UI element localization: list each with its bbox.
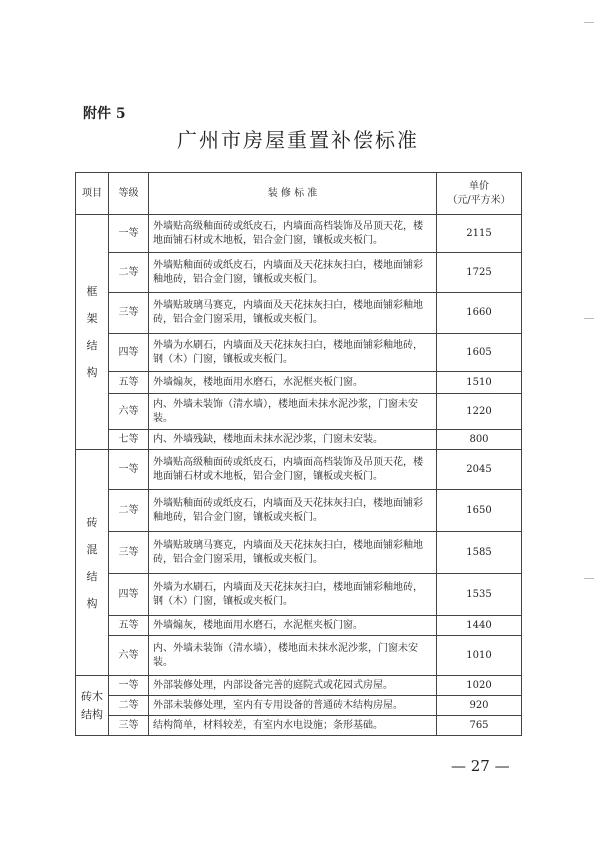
standard-cell: 内、外墙残缺，楼地面未抹水泥沙浆，门窗未安装。 [149, 430, 437, 450]
price-cell: 1660 [437, 293, 522, 334]
price-cell: 2115 [437, 215, 522, 253]
category-char: 砖 [86, 515, 98, 529]
standard-cell: 外墙为水刷石，内墙面及天花抹灰扫白，楼地面铺彩釉地砖，钢（木）门窗，镶板或夹板门。 [149, 574, 437, 616]
price-cell: 920 [437, 696, 522, 716]
standard-cell: 结构简单，材料较差，有室内水电设施；条形基础。 [149, 716, 437, 736]
compensation-table [75, 172, 522, 736]
scan-margin-mark [584, 22, 594, 23]
table-row [76, 574, 522, 616]
standard-cell: 内、外墙未装饰（清水墙），楼地面未抹水泥沙浆，门窗未安装。 [149, 636, 437, 676]
grade-cell: 二等 [109, 696, 149, 716]
table-row [76, 616, 522, 636]
grade-cell: 四等 [109, 334, 149, 372]
grade-cell: 三等 [109, 532, 149, 574]
grade-cell: 六等 [109, 636, 149, 676]
standard-cell: 外墙贴玻璃马赛克，内墙面及天花抹灰扫白，楼地面铺彩釉地砖，铝合金门窗采用，镶板或夹板门。 [149, 532, 437, 574]
price-cell: 1440 [437, 616, 522, 636]
standard-cell: 外墙贴玻璃马赛克，内墙面及天花抹灰扫白，楼地面铺彩釉地砖，铝合金门窗采用，镶板或夹板门。 [149, 293, 437, 334]
standard-cell: 外墙煽灰，楼地面用水磨石，水泥框夹板门窗。 [149, 616, 437, 636]
document-title: 广州市房屋重置补偿标准 [177, 128, 419, 152]
table-row [76, 716, 522, 736]
grade-cell: 七等 [109, 430, 149, 450]
grade-cell: 一等 [109, 450, 149, 490]
table-row [76, 334, 522, 372]
standard-cell: 内、外墙未装饰（清水墙），楼地面未抹水泥沙浆，门窗未安装。 [149, 394, 437, 430]
standard-cell: 外墙为水刷石，内墙面及天花抹灰扫白，楼地面铺彩釉地砖，钢（木）门窗，镶板或夹板门。 [149, 334, 437, 372]
category-char: 架 [86, 312, 98, 325]
grade-cell: 三等 [109, 293, 149, 334]
table-row [76, 253, 522, 293]
price-cell: 765 [437, 716, 522, 736]
table-row [76, 215, 522, 253]
grade-cell: 二等 [109, 490, 149, 532]
header-price-line1: 单价 [469, 180, 489, 192]
standard-cell: 外墙贴釉面砖或纸皮石，内墙面及天花抹灰扫白，楼地面铺彩釉地砖，铝合金门窗，镶板或夹板门。 [149, 490, 437, 532]
table-row [76, 636, 522, 676]
grade-cell: 五等 [109, 616, 149, 636]
table-header-row [76, 173, 522, 215]
header-grade: 等级 [109, 173, 149, 215]
category-char: 构 [86, 596, 98, 610]
category-brick-concrete [76, 450, 109, 676]
annex-label: 附件 5 [83, 106, 126, 122]
price-cell: 1650 [437, 490, 522, 532]
grade-cell: 四等 [109, 574, 149, 616]
standard-cell: 外墙贴釉面砖或纸皮石，内墙面及天花抹灰扫白，楼地面铺彩釉地砖，铝合金门窗，镶板或夹板门。 [149, 253, 437, 293]
category-char: 结 [86, 339, 98, 352]
price-cell: 2045 [437, 450, 522, 490]
table-row [76, 293, 522, 334]
grade-cell: 五等 [109, 372, 149, 394]
grade-cell: 一等 [109, 676, 149, 696]
category-char: 结 [86, 569, 98, 583]
price-cell: 1220 [437, 394, 522, 430]
header-standard: 装 修 标 准 [149, 173, 437, 215]
price-cell: 1010 [437, 636, 522, 676]
scan-margin-mark [584, 578, 594, 579]
page-number: — 27 — [451, 757, 510, 775]
standard-cell: 外墙贴高级釉面砖或纸皮石，内墙面高档装饰及吊顶天花，楼地面铺石材或木地板，铝合金门窗，镶板或夹板门。 [149, 215, 437, 253]
category-char: 构 [86, 366, 98, 379]
price-cell: 1510 [437, 372, 522, 394]
grade-cell: 三等 [109, 716, 149, 736]
category-brick-wood [76, 676, 109, 736]
price-cell: 800 [437, 430, 522, 450]
table-row [76, 532, 522, 574]
table-row [76, 490, 522, 532]
table-row [76, 372, 522, 394]
table-row [76, 394, 522, 430]
header-price-line2: （元/平方米） [447, 194, 511, 206]
price-cell: 1020 [437, 676, 522, 696]
category-frame-structure [76, 215, 109, 450]
grade-cell: 一等 [109, 215, 149, 253]
scan-margin-mark [584, 318, 594, 319]
table-row [76, 430, 522, 450]
category-char: 框 [86, 285, 98, 298]
header-price [437, 173, 522, 215]
price-cell: 1535 [437, 574, 522, 616]
standard-cell: 外部未装修处理，室内有专用设备的普通砖木结构房屋。 [149, 696, 437, 716]
standard-cell: 外部装修处理，内部设备完善的庭院式或花园式房屋。 [149, 676, 437, 696]
table-row [76, 696, 522, 716]
standard-cell: 外墙贴高级釉面砖或纸皮石，内墙面高档装饰及吊顶天花，楼地面铺石材或木地板，铝合金门窗，镶板或夹板门。 [149, 450, 437, 490]
price-cell: 1605 [437, 334, 522, 372]
standard-cell: 外墙煽灰，楼地面用水磨石，水泥框夹板门窗。 [149, 372, 437, 394]
category-char: 结构 [81, 707, 103, 721]
price-cell: 1725 [437, 253, 522, 293]
category-char: 砖木 [81, 689, 103, 703]
grade-cell: 六等 [109, 394, 149, 430]
grade-cell: 二等 [109, 253, 149, 293]
table-row [76, 450, 522, 490]
table-row [76, 676, 522, 696]
price-cell: 1585 [437, 532, 522, 574]
category-char: 混 [86, 542, 98, 556]
header-item: 项目 [76, 173, 109, 215]
